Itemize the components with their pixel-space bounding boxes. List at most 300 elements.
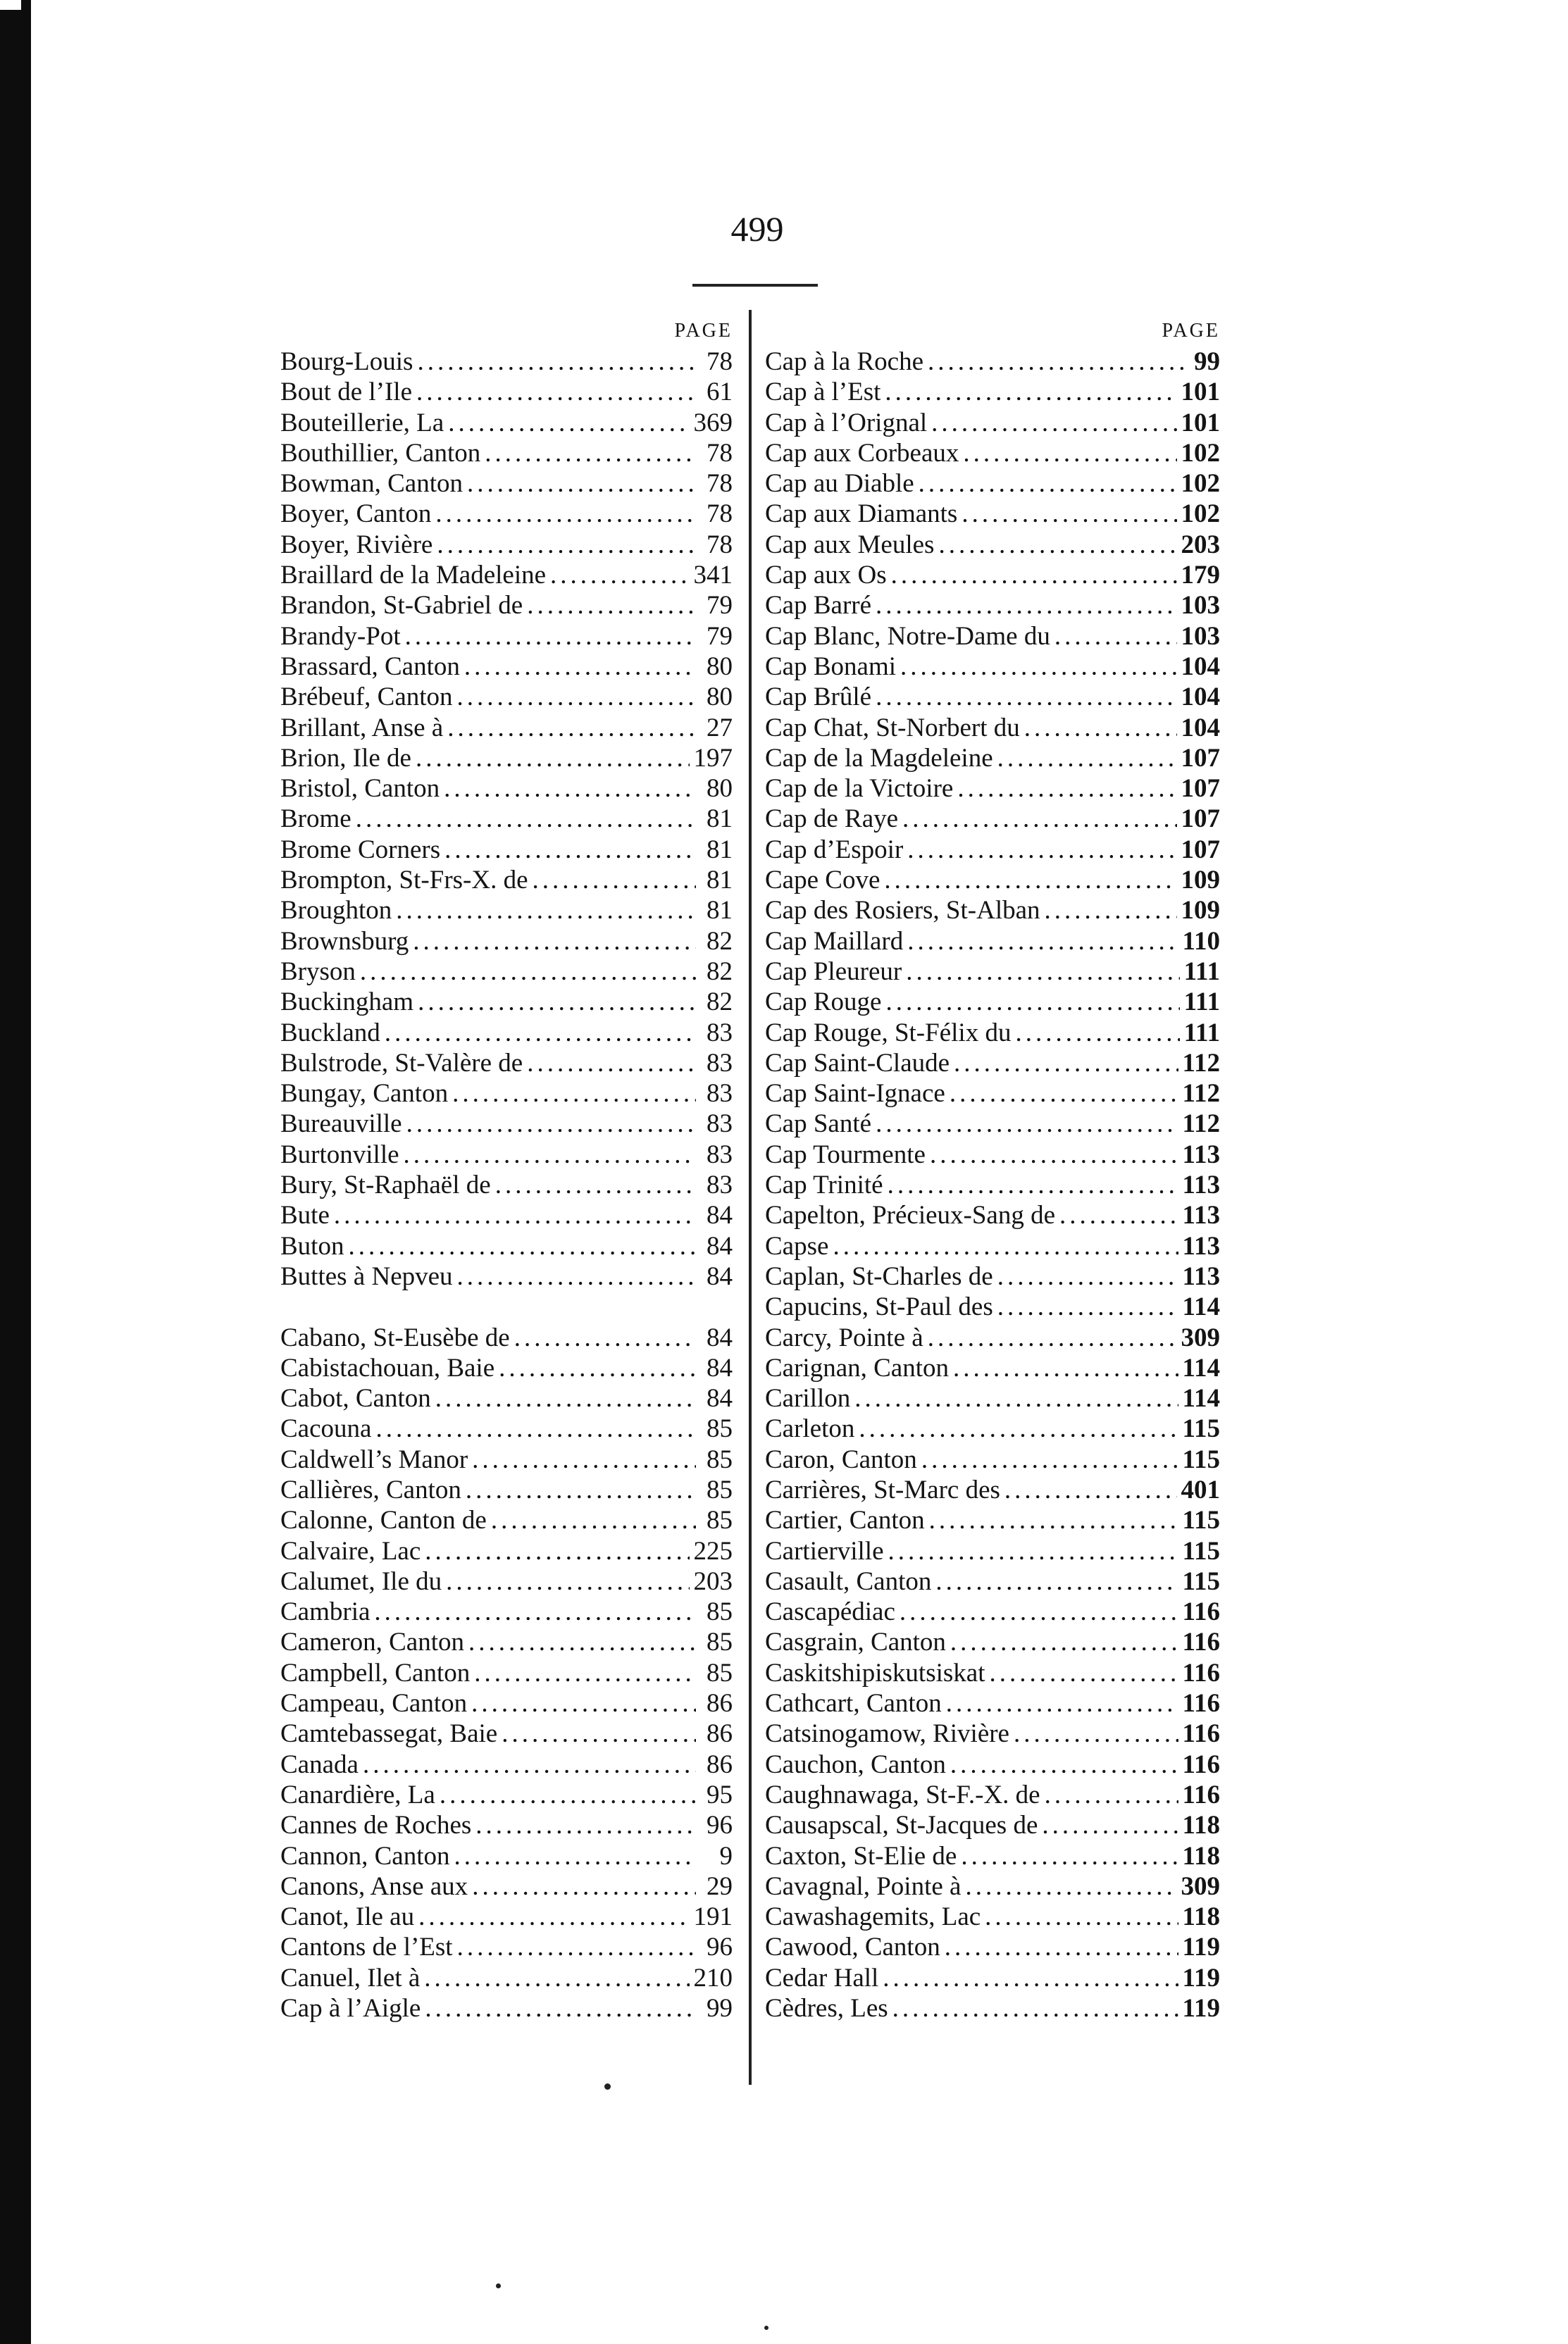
- entry-page-number: 85: [707, 1597, 733, 1627]
- dot-leader: [385, 1018, 696, 1048]
- index-entry: [280, 1963, 733, 1993]
- dot-leader: [953, 1353, 1178, 1383]
- dot-leader: [1015, 1018, 1179, 1048]
- entry-page-number: 101: [1181, 408, 1220, 437]
- dot-leader: [938, 530, 1176, 560]
- entry-name: Cannes de Roches: [280, 1811, 472, 1840]
- index-entry: [280, 1658, 733, 1688]
- index-entry: [765, 987, 1220, 1017]
- entry-page-number: 84: [707, 1201, 733, 1230]
- entry-name: Caxton, St-Elie de: [765, 1841, 957, 1871]
- index-entry: [280, 560, 733, 590]
- entry-name: Cap Rouge: [765, 987, 882, 1017]
- index-entry: [765, 1078, 1220, 1109]
- dot-leader: [444, 835, 696, 865]
- index-entry: [280, 1719, 733, 1749]
- title-rule: [692, 284, 818, 287]
- dot-leader: [424, 1963, 689, 1993]
- entry-page-number: 85: [707, 1658, 733, 1688]
- index-entry: [765, 1170, 1220, 1200]
- entry-name: Brompton, St-Frs-X. de: [280, 866, 528, 895]
- dot-leader: [950, 1750, 1178, 1780]
- entry-page-number: 104: [1181, 713, 1220, 742]
- entry-name: Bury, St-Raphaël de: [280, 1171, 491, 1200]
- entry-page-number: 116: [1182, 1719, 1220, 1749]
- dot-leader: [406, 1109, 696, 1139]
- dot-leader: [919, 468, 1177, 499]
- entry-name: Cap des Rosiers, St-Alban: [765, 896, 1040, 925]
- index-entry: [280, 1536, 733, 1566]
- entry-page-number: 191: [693, 1902, 733, 1932]
- dot-leader: [457, 1261, 696, 1292]
- dot-leader: [928, 1323, 1177, 1353]
- entry-page-number: 116: [1182, 1628, 1220, 1657]
- index-entry: [280, 1140, 733, 1170]
- entry-page-number: 101: [1181, 378, 1220, 407]
- entry-name: Canada: [280, 1750, 359, 1779]
- index-entry: [765, 1261, 1220, 1292]
- index-entry: [280, 1170, 733, 1200]
- index-entry: [765, 1445, 1220, 1475]
- entry-page-number: 84: [707, 1323, 733, 1352]
- entry-page-number: 82: [707, 987, 733, 1017]
- entry-name: Cameron, Canton: [280, 1628, 465, 1657]
- index-entry: [765, 560, 1220, 590]
- index-entry: [280, 1566, 733, 1597]
- dot-leader: [876, 590, 1176, 621]
- dot-leader: [891, 560, 1177, 590]
- entry-page-number: 83: [707, 1079, 733, 1109]
- index-entry: [280, 408, 733, 438]
- dot-leader: [446, 1566, 689, 1597]
- index-entry: [280, 468, 733, 499]
- entry-name: Cap aux Os: [765, 561, 887, 590]
- entry-name: Cauchon, Canton: [765, 1750, 946, 1779]
- entry-name: Calonne, Canton de: [280, 1506, 487, 1535]
- dot-leader: [950, 1078, 1178, 1109]
- index-entry: [765, 1414, 1220, 1444]
- dot-leader: [900, 1597, 1178, 1627]
- index-entry: [280, 1993, 733, 2024]
- entry-page-number: 113: [1182, 1140, 1220, 1169]
- entry-page-number: 107: [1181, 774, 1220, 804]
- dot-leader: [334, 1200, 696, 1230]
- entry-name: Cap Bonami: [765, 652, 897, 681]
- entry-page-number: 83: [707, 1018, 733, 1047]
- index-entry: [765, 377, 1220, 407]
- entry-page-number: 86: [707, 1689, 733, 1719]
- dot-leader: [440, 1780, 696, 1810]
- dot-leader: [527, 1048, 696, 1078]
- index-entry: [765, 773, 1220, 804]
- entry-name: Cantons de l’Est: [280, 1933, 453, 1962]
- entry-name: Cedar Hall: [765, 1963, 879, 1993]
- dot-leader: [962, 499, 1176, 529]
- index-entry: [280, 377, 733, 407]
- entry-page-number: 102: [1181, 438, 1220, 468]
- entry-name: Camtebassegat, Baie: [280, 1719, 498, 1749]
- entry-name: Cap à l’Aigle: [280, 1994, 421, 2024]
- entry-name: Cap de la Victoire: [765, 774, 954, 804]
- entry-name: Cartierville: [765, 1536, 884, 1566]
- index-entry: [280, 652, 733, 682]
- index-entry: [765, 1597, 1220, 1627]
- index-entry: [765, 1841, 1220, 1871]
- dot-leader: [464, 652, 696, 682]
- dot-leader: [514, 1323, 696, 1353]
- dot-leader: [396, 895, 696, 925]
- index-entry: [280, 438, 733, 468]
- index-entry: [765, 743, 1220, 773]
- entry-page-number: 115: [1182, 1506, 1220, 1535]
- dot-leader: [425, 1993, 696, 2024]
- entry-page-number: 95: [707, 1780, 733, 1809]
- dot-leader: [833, 1231, 1178, 1261]
- index-entry: [280, 1231, 733, 1261]
- dot-leader: [906, 956, 1179, 987]
- index-entry: [765, 1993, 1220, 2024]
- entry-name: Cap au Diable: [765, 469, 914, 499]
- column-header: PAGE: [1162, 320, 1220, 342]
- entry-page-number: 79: [707, 621, 733, 651]
- index-entry: [280, 499, 733, 529]
- entry-page-number: 114: [1182, 1384, 1220, 1414]
- entry-name: Cap Trinité: [765, 1171, 883, 1200]
- index-entry: [765, 1292, 1220, 1322]
- entry-page-number: 85: [707, 1414, 733, 1444]
- dot-leader: [892, 1993, 1178, 2024]
- dot-leader: [499, 1353, 696, 1383]
- dot-leader: [360, 956, 696, 987]
- index-entry: [280, 1841, 733, 1871]
- section-gap: [280, 1292, 733, 1322]
- dot-leader: [437, 530, 696, 560]
- entry-page-number: 61: [707, 378, 733, 407]
- entry-name: Cap aux Corbeaux: [765, 438, 959, 468]
- index-entry: [280, 682, 733, 712]
- entry-page-number: 104: [1181, 652, 1220, 681]
- entry-name: Bryson: [280, 956, 356, 986]
- dot-leader: [467, 468, 696, 499]
- index-entry: [765, 1627, 1220, 1657]
- entry-name: Calumet, Ile du: [280, 1566, 442, 1596]
- dot-leader: [468, 1627, 696, 1657]
- entry-name: Canons, Anse aux: [280, 1871, 468, 1901]
- entry-page-number: 96: [707, 1933, 733, 1962]
- dot-leader: [418, 1902, 689, 1932]
- entry-name: Cabano, St-Eusèbe de: [280, 1323, 510, 1352]
- entry-page-number: 99: [1194, 347, 1220, 376]
- dot-leader: [363, 1750, 696, 1780]
- dot-leader: [907, 835, 1176, 865]
- entry-name: Cambria: [280, 1597, 371, 1627]
- dot-leader: [989, 1658, 1178, 1688]
- entry-name: Cèdres, Les: [765, 1994, 888, 2024]
- index-entry: [280, 804, 733, 834]
- dot-leader: [1014, 1719, 1178, 1749]
- entry-name: Bowman, Canton: [280, 469, 463, 499]
- index-entry: [280, 530, 733, 560]
- dot-leader: [444, 773, 696, 804]
- entry-name: Braillard de la Madeleine: [280, 561, 547, 590]
- dot-leader: [928, 347, 1183, 377]
- index-entry: [765, 1200, 1220, 1230]
- dot-leader: [348, 1231, 696, 1261]
- entry-page-number: 82: [707, 956, 733, 986]
- dot-leader: [435, 499, 696, 529]
- entry-page-number: 118: [1182, 1841, 1220, 1871]
- index-entry: [765, 1780, 1220, 1810]
- index-entry: [765, 1505, 1220, 1535]
- index-entry: [765, 1750, 1220, 1780]
- dot-leader: [416, 377, 696, 407]
- entry-name: Cap aux Meules: [765, 530, 935, 559]
- dot-leader: [884, 865, 1176, 895]
- dot-leader: [425, 1536, 689, 1566]
- entry-page-number: 116: [1182, 1750, 1220, 1779]
- entry-page-number: 80: [707, 682, 733, 712]
- dot-leader: [950, 1627, 1178, 1657]
- index-entry: [280, 1353, 733, 1383]
- index-entry: [280, 895, 733, 925]
- entry-page-number: 116: [1182, 1689, 1220, 1719]
- dot-leader: [1045, 1780, 1178, 1810]
- index-entry: [280, 1932, 733, 1962]
- entry-page-number: 9: [719, 1841, 733, 1871]
- index-entry: [765, 926, 1220, 956]
- index-entry: [765, 1383, 1220, 1414]
- entry-name: Broughton: [280, 896, 392, 925]
- index-entry: [765, 713, 1220, 743]
- entry-name: Caskitshipiskutsiskat: [765, 1658, 985, 1688]
- index-entry: [280, 835, 733, 865]
- entry-page-number: 119: [1182, 1933, 1220, 1962]
- dot-leader: [452, 1078, 696, 1109]
- entry-page-number: 118: [1182, 1811, 1220, 1840]
- entry-name: Cap de Raye: [765, 804, 899, 834]
- print-speck: [496, 2283, 501, 2288]
- entry-name: Carcy, Pointe à: [765, 1323, 923, 1352]
- entry-name: Capucins, St-Paul des: [765, 1292, 993, 1322]
- index-entry: [280, 1109, 733, 1139]
- entry-page-number: 85: [707, 1628, 733, 1657]
- index-entry: [280, 926, 733, 956]
- index-entry: [280, 987, 733, 1017]
- entry-name: Brome Corners: [280, 835, 441, 864]
- entry-page-number: 80: [707, 774, 733, 804]
- entry-name: Cavagnal, Pointe à: [765, 1871, 962, 1901]
- index-entry: [765, 1536, 1220, 1566]
- dot-leader: [527, 590, 696, 621]
- entry-name: Cascapédiac: [765, 1597, 895, 1627]
- entry-name: Buckingham: [280, 987, 414, 1017]
- index-entry: [765, 1140, 1220, 1170]
- index-entry: [280, 347, 733, 377]
- index-entry: [280, 956, 733, 987]
- index-entry: [280, 1475, 733, 1505]
- index-entry: [765, 347, 1220, 377]
- entry-page-number: 115: [1182, 1536, 1220, 1566]
- entry-page-number: 103: [1181, 591, 1220, 621]
- entry-page-number: 203: [1181, 530, 1220, 559]
- entry-name: Bouthillier, Canton: [280, 438, 481, 468]
- entry-name: Brion, Ile de: [280, 743, 411, 773]
- dot-leader: [374, 1597, 696, 1627]
- index-entry: [280, 590, 733, 621]
- entry-name: Brandon, St-Gabriel de: [280, 591, 523, 621]
- entry-page-number: 210: [693, 1963, 733, 1993]
- entry-name: Brillant, Anse à: [280, 713, 444, 742]
- entry-name: Buttes à Nepveu: [280, 1261, 453, 1291]
- entry-page-number: 116: [1182, 1597, 1220, 1627]
- entry-page-number: 116: [1182, 1780, 1220, 1809]
- entry-name: Cap Barré: [765, 591, 872, 621]
- dot-leader: [471, 1688, 696, 1719]
- page-number: 499: [730, 209, 784, 249]
- entry-page-number: 369: [693, 408, 733, 437]
- entry-page-number: 78: [707, 438, 733, 468]
- entry-page-number: 78: [707, 499, 733, 529]
- entry-page-number: 103: [1181, 621, 1220, 651]
- dot-leader: [375, 1414, 696, 1444]
- dot-leader: [876, 1109, 1178, 1139]
- dot-leader: [457, 682, 696, 712]
- entry-name: Buckland: [280, 1018, 380, 1047]
- entry-page-number: 83: [707, 1109, 733, 1139]
- index-entry: [280, 743, 733, 773]
- entry-page-number: 109: [1181, 896, 1220, 925]
- index-entry: [765, 1688, 1220, 1719]
- index-entry: [765, 1353, 1220, 1383]
- dot-leader: [931, 408, 1176, 438]
- entry-name: Carignan, Canton: [765, 1353, 950, 1383]
- entry-page-number: 401: [1181, 1475, 1220, 1504]
- entry-name: Capelton, Précieux-Sang de: [765, 1201, 1056, 1230]
- index-entry: [765, 1932, 1220, 1962]
- entry-name: Cap de la Magdeleine: [765, 743, 993, 773]
- dot-leader: [1059, 1200, 1178, 1230]
- dot-leader: [454, 1841, 696, 1871]
- entry-name: Casgrain, Canton: [765, 1628, 946, 1657]
- entry-page-number: 104: [1181, 682, 1220, 712]
- entry-name: Caron, Canton: [765, 1445, 917, 1474]
- entry-name: Cacouna: [280, 1414, 372, 1444]
- dot-leader: [900, 652, 1176, 682]
- entry-page-number: 114: [1182, 1292, 1220, 1322]
- dot-leader: [946, 1688, 1178, 1719]
- dot-leader: [457, 1932, 696, 1962]
- dot-leader: [405, 621, 696, 652]
- index-entry: [765, 621, 1220, 652]
- dot-leader: [945, 1932, 1178, 1962]
- dot-leader: [965, 1871, 1176, 1902]
- entry-name: Boyer, Rivière: [280, 530, 433, 559]
- index-entry: [280, 621, 733, 652]
- entry-page-number: 111: [1183, 1018, 1220, 1047]
- index-entry: [765, 499, 1220, 529]
- dot-leader: [495, 1170, 696, 1200]
- entry-page-number: 78: [707, 347, 733, 376]
- entry-page-number: 83: [707, 1140, 733, 1169]
- entry-name: Cap aux Diamants: [765, 499, 958, 529]
- entry-page-number: 85: [707, 1506, 733, 1535]
- index-entry: [280, 1078, 733, 1109]
- index-entry: [280, 1261, 733, 1292]
- entry-page-number: 309: [1181, 1871, 1220, 1901]
- entry-name: Casault, Canton: [765, 1566, 932, 1596]
- dot-leader: [417, 347, 696, 377]
- index-entry: [765, 438, 1220, 468]
- entry-page-number: 109: [1181, 866, 1220, 895]
- dot-leader: [957, 773, 1176, 804]
- dot-leader: [404, 1140, 696, 1170]
- entry-page-number: 81: [707, 866, 733, 895]
- index-section-cap: [765, 347, 1220, 2024]
- entry-page-number: 84: [707, 1261, 733, 1291]
- entry-name: Bouteillerie, La: [280, 408, 444, 437]
- entry-page-number: 111: [1183, 987, 1220, 1017]
- entry-name: Cap Chat, St-Norbert du: [765, 713, 1020, 742]
- entry-page-number: 102: [1181, 499, 1220, 529]
- column-header: PAGE: [674, 320, 733, 342]
- entry-page-number: 112: [1182, 1048, 1220, 1078]
- index-entry: [765, 652, 1220, 682]
- entry-name: Burtonville: [280, 1140, 399, 1169]
- dot-leader: [502, 1719, 696, 1749]
- dot-leader: [902, 804, 1176, 834]
- entry-name: Canardière, La: [280, 1780, 435, 1809]
- entry-page-number: 107: [1181, 835, 1220, 864]
- entry-name: Capse: [765, 1231, 829, 1261]
- index-entry: [280, 865, 733, 895]
- index-entry: [765, 1810, 1220, 1840]
- entry-name: Canuel, Ilet à: [280, 1963, 421, 1993]
- index-entry: [765, 1048, 1220, 1078]
- index-entry: [280, 1750, 733, 1780]
- index-entry: [280, 1810, 733, 1840]
- entry-page-number: 99: [707, 1994, 733, 2024]
- dot-leader: [883, 1963, 1178, 1993]
- index-entry: [280, 1200, 733, 1230]
- entry-page-number: 203: [693, 1566, 733, 1596]
- index-entry: [280, 1414, 733, 1444]
- index-entry: [765, 1902, 1220, 1932]
- entry-name: Cap Blanc, Notre-Dame du: [765, 621, 1050, 651]
- entry-name: Bureauville: [280, 1109, 402, 1139]
- print-speck: [604, 2083, 611, 2090]
- entry-name: Cabistachouan, Baie: [280, 1353, 495, 1383]
- entry-page-number: 78: [707, 469, 733, 499]
- entry-name: Boyer, Canton: [280, 499, 432, 529]
- entry-name: Cap Saint-Ignace: [765, 1079, 945, 1109]
- entry-name: Cap à l’Orignal: [765, 408, 928, 437]
- entry-name: Bourg-Louis: [280, 347, 413, 376]
- entry-name: Catsinogamow, Rivière: [765, 1719, 1009, 1749]
- dot-leader: [485, 438, 696, 468]
- entry-name: Cap Pleureur: [765, 956, 902, 986]
- entry-name: Cap Brûlé: [765, 682, 872, 712]
- entry-name: Cannon, Canton: [280, 1841, 450, 1871]
- dot-leader: [1054, 621, 1177, 652]
- entry-page-number: 102: [1181, 469, 1220, 499]
- entry-page-number: 197: [693, 743, 733, 773]
- entry-name: Canot, Ile au: [280, 1902, 415, 1932]
- entry-name: Cathcart, Canton: [765, 1689, 942, 1719]
- entry-name: Cap d’Espoir: [765, 835, 904, 864]
- dot-leader: [888, 1536, 1178, 1566]
- entry-page-number: 79: [707, 591, 733, 621]
- dot-leader: [472, 1871, 696, 1902]
